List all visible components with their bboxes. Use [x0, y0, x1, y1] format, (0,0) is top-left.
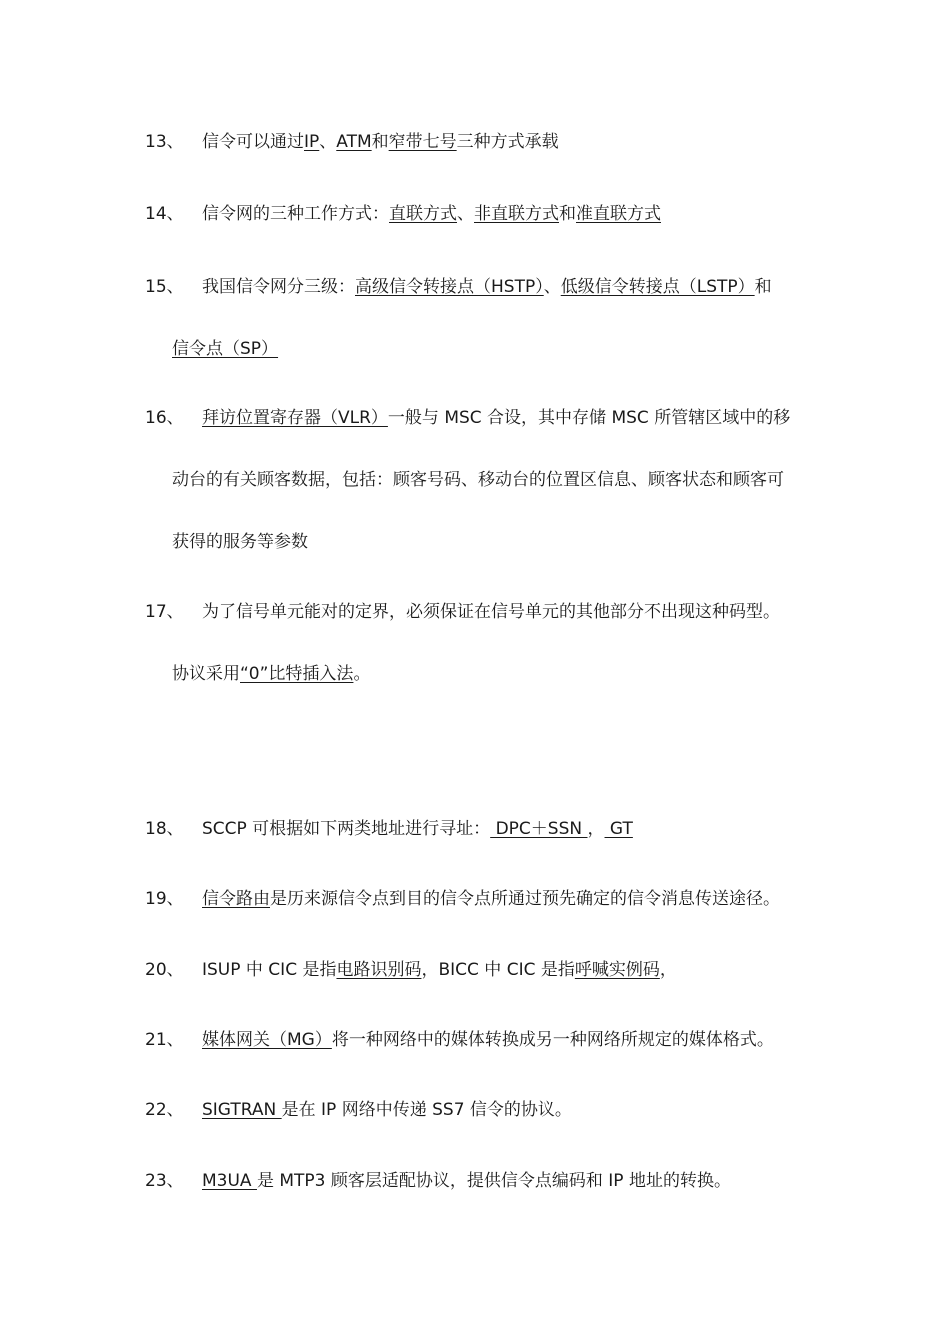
- text-run: 。: [353, 664, 371, 684]
- item-13-line-1: [202, 130, 559, 154]
- text-run: 将一种网络中的媒体转换成另一种网络所规定的媒体格式。: [331, 1030, 774, 1050]
- text-run: 一般与 MSC 合设，其中存储 MSC 所管辖区域中的移: [387, 408, 791, 428]
- text-run: 是在 IP 网络中传递 SS7 信令的协议。: [281, 1100, 572, 1120]
- answer-quasi-direct-mode: 准直联方式: [576, 204, 661, 224]
- text-run: 和: [371, 132, 389, 152]
- text-run: 、: [457, 204, 474, 224]
- item-19-line-1: [202, 887, 780, 911]
- item-17-line-1: [202, 600, 780, 624]
- text-run: 是 MTP3 顾客层适配协议，提供信令点编码和 IP 地址的转换。: [256, 1171, 731, 1191]
- text-run: 三种方式承载: [456, 132, 559, 152]
- answer-call-instance-code: 呼喊实例码: [574, 960, 660, 980]
- item-number: 14、: [145, 204, 184, 224]
- item-number: 15、: [145, 277, 184, 297]
- text-run: 和: [559, 204, 576, 224]
- text-run: 动台的有关顾客数据，包括：顾客号码、移动台的位置区信息、顾客状态和顾客可: [172, 470, 784, 490]
- text-run: 为了信号单元能对的定界，必须保证在信号单元的其他部分不出现这种码型。: [202, 602, 780, 622]
- item-16-line-2: [172, 468, 784, 492]
- text-run: 协议采用: [172, 664, 240, 684]
- item-17-line-2: [172, 662, 370, 686]
- item-21-line-1: [202, 1028, 774, 1052]
- text-run: ，: [659, 960, 677, 980]
- item-number: 23、: [145, 1171, 184, 1191]
- text-run: ，BICC 中 CIC 是指: [421, 960, 575, 980]
- answer-narrowband-ss7: 窄带七号: [388, 132, 457, 152]
- answer-media-gateway: 媒体网关（MG）: [202, 1030, 332, 1050]
- text-run: 信令网的三种工作方式：: [202, 204, 389, 224]
- text-run: 、: [543, 277, 561, 297]
- item-20-line-1: [202, 958, 677, 982]
- item-number: 21、: [145, 1030, 184, 1050]
- text-run: 是历来源信令点到目的信令点所通过预先确定的信令消息传送途径。: [270, 889, 780, 909]
- answer-sp: 信令点（SP）: [172, 339, 279, 359]
- text-run: 我国信令网分三级：: [202, 277, 355, 297]
- item-number: 17、: [145, 602, 184, 622]
- answer-zero-bit-insertion: “0”比特插入法: [240, 664, 354, 684]
- item-22-line-1: [202, 1098, 572, 1122]
- item-23-line-1: [202, 1169, 731, 1193]
- answer-m3ua: M3UA: [202, 1171, 257, 1191]
- answer-lstp: 低级信令转接点（LSTP）: [560, 277, 755, 297]
- text-run: ，: [587, 819, 605, 839]
- item-number: 19、: [145, 889, 184, 909]
- text-run: 信令可以通过: [202, 132, 304, 152]
- item-15-line-2: [172, 337, 278, 361]
- item-number: 18、: [145, 819, 184, 839]
- item-number: 20、: [145, 960, 184, 980]
- answer-circuit-id-code: 电路识别码: [336, 960, 422, 980]
- answer-vlr: 拜访位置寄存器（VLR）: [202, 408, 388, 428]
- answer-direct-mode: 直联方式: [389, 204, 457, 224]
- text-run: 获得的服务等参数: [172, 532, 308, 552]
- item-14-line-1: [202, 202, 661, 226]
- answer-hstp: 高级信令转接点（HSTP）: [355, 277, 544, 297]
- answer-gt: GT: [604, 819, 633, 839]
- item-number: 22、: [145, 1100, 184, 1120]
- answer-non-direct-mode: 非直联方式: [474, 204, 559, 224]
- text-run: 和: [754, 277, 772, 297]
- text-run: 、: [319, 132, 337, 152]
- text-run: SCCP 可根据如下两类地址进行寻址：: [202, 819, 491, 839]
- item-number: 16、: [145, 408, 184, 428]
- answer-signaling-route: 信令路由: [202, 889, 270, 909]
- item-16-line-1: [202, 406, 790, 430]
- answer-atm: ATM: [336, 132, 372, 152]
- answer-ip: IP: [304, 132, 320, 152]
- text-run: ISUP 中 CIC 是指: [202, 960, 337, 980]
- item-18-line-1: [202, 817, 633, 841]
- answer-dpc-ssn: DPC＋SSN: [490, 819, 588, 839]
- item-number: 13、: [145, 132, 184, 152]
- item-16-line-3: [172, 530, 308, 554]
- answer-sigtran: SIGTRAN: [202, 1100, 282, 1120]
- item-15-line-1: [202, 275, 772, 299]
